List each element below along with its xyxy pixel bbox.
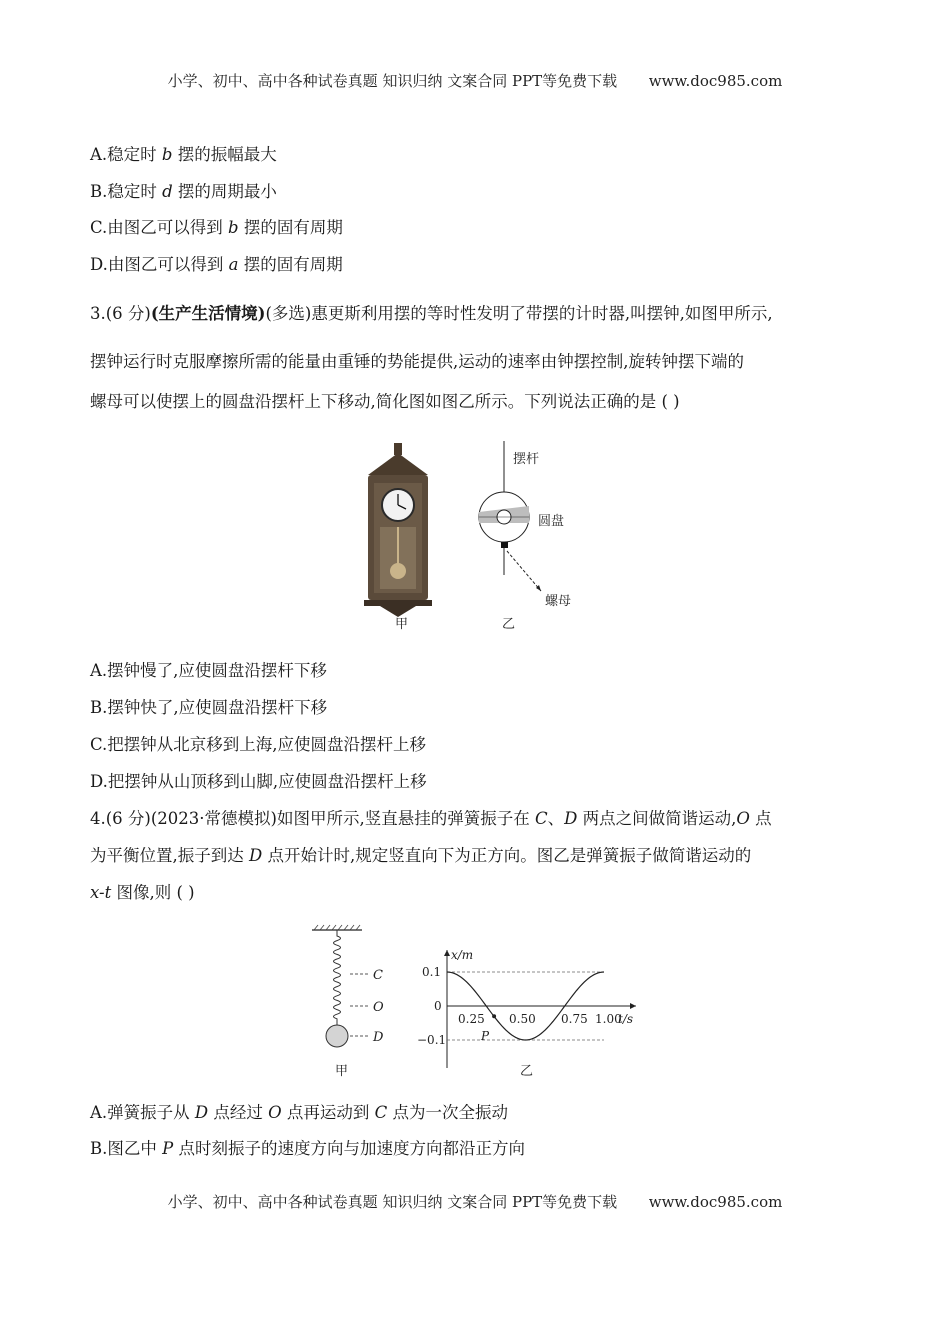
x-tick-075: 0.75 [561, 1012, 588, 1026]
page-footer [0, 1191, 950, 1212]
caption-jia: 甲 [395, 617, 409, 632]
y-axis-label: x/m [451, 948, 474, 962]
disk-label: 圆盘 [538, 514, 565, 529]
pendulum-clock-image [364, 443, 432, 617]
nut-label: 螺母 [545, 594, 572, 609]
x-axis-label: t/s [618, 1012, 634, 1026]
q3-stem-line3: 螺母可以使摆上的圆盘沿摆杆上下移动,简化图如图乙所示。下列说法正确的是 ( ) [90, 392, 680, 411]
q3-option-d: D.把摆钟从山顶移到山脚,应使圆盘沿摆杆上移 [90, 772, 427, 791]
y-tick-neg: −0.1 [417, 1033, 447, 1047]
y-tick-pos: 0.1 [422, 965, 442, 979]
spring-oscillator [312, 925, 368, 1047]
q4-figure [300, 920, 650, 1085]
q4-option-a: A.弹簧振子从 D 点经过 O 点再运动到 C 点为一次全振动 [90, 1103, 509, 1122]
q3-tag: (生产生活情境) [150, 304, 266, 323]
footer-url: www.doc985.com [648, 1193, 783, 1211]
q3-stem-line2: 摆钟运行时克服摩擦所需的能量由重锤的势能提供,运动的速率由钟摆控制,旋转钟摆下端的 [90, 352, 744, 371]
y-tick-zero: 0 [434, 999, 442, 1013]
xt-chart [444, 950, 636, 1068]
rod-label: 摆杆 [513, 452, 540, 467]
y-axis-arrow [444, 950, 450, 956]
header-text: 小学、初中、高中各种试卷真题 知识归纳 文案合同 PPT等免费下载 [167, 72, 618, 90]
spring-label-d: D [373, 1030, 384, 1045]
x-tick-050: 0.50 [509, 1012, 536, 1026]
header-url: www.doc985.com [648, 72, 783, 90]
q3-option-a: A.摆钟慢了,应使圆盘沿摆杆下移 [90, 661, 327, 680]
q2-option-a: A.稳定时 b 摆的振幅最大 [90, 145, 277, 164]
q3-figure [360, 435, 600, 635]
spring-label-c: C [373, 968, 383, 983]
q2-option-c: C.由图乙可以得到 b 摆的固有周期 [90, 218, 343, 237]
q4-stem-line2: 为平衡位置,振子到达 D 点开始计时,规定竖直向下为正方向。图乙是弹簧振子做简谐运动的 [90, 846, 752, 865]
q4-stem-line1: 4.(6 分)(2023·常德模拟)如图甲所示,竖直悬挂的弹簧振子在 C、D 两点之间做简谐运动,O 点 [90, 809, 772, 828]
x-tick-025: 0.25 [458, 1012, 485, 1026]
q4-stem-line3: x-t 图像,则 ( ) [90, 883, 195, 902]
caption-yi: 乙 [502, 617, 516, 632]
q3-option-b: B.摆钟快了,应使圆盘沿摆杆下移 [90, 698, 328, 717]
caption-jia-2: 甲 [335, 1064, 349, 1079]
x-axis-arrow [630, 1003, 636, 1009]
q2-option-d: D.由图乙可以得到 a 摆的固有周期 [90, 255, 343, 274]
caption-yi-2: 乙 [520, 1064, 534, 1079]
q4-option-b: B.图乙中 P 点时刻振子的速度方向与加速度方向都沿正方向 [90, 1139, 525, 1158]
footer-text: 小学、初中、高中各种试卷真题 知识归纳 文案合同 PPT等免费下载 [167, 1193, 618, 1211]
q3-stem-line1: 3.(6 分)(生产生活情境)(多选)惠更斯利用摆的等时性发明了带摆的计时器,叫摆钟,如图甲所示, [90, 304, 773, 323]
point-p-label: P [481, 1029, 490, 1043]
q2-option-b: B.稳定时 d 摆的周期最小 [90, 182, 277, 201]
q3-option-c: C.把摆钟从北京移到上海,应使圆盘沿摆杆上移 [90, 735, 427, 754]
x-tick-100: 1.00 [595, 1012, 622, 1026]
page-header [0, 70, 950, 91]
spring-label-o: O [373, 1000, 384, 1015]
point-p-marker [492, 1014, 496, 1018]
